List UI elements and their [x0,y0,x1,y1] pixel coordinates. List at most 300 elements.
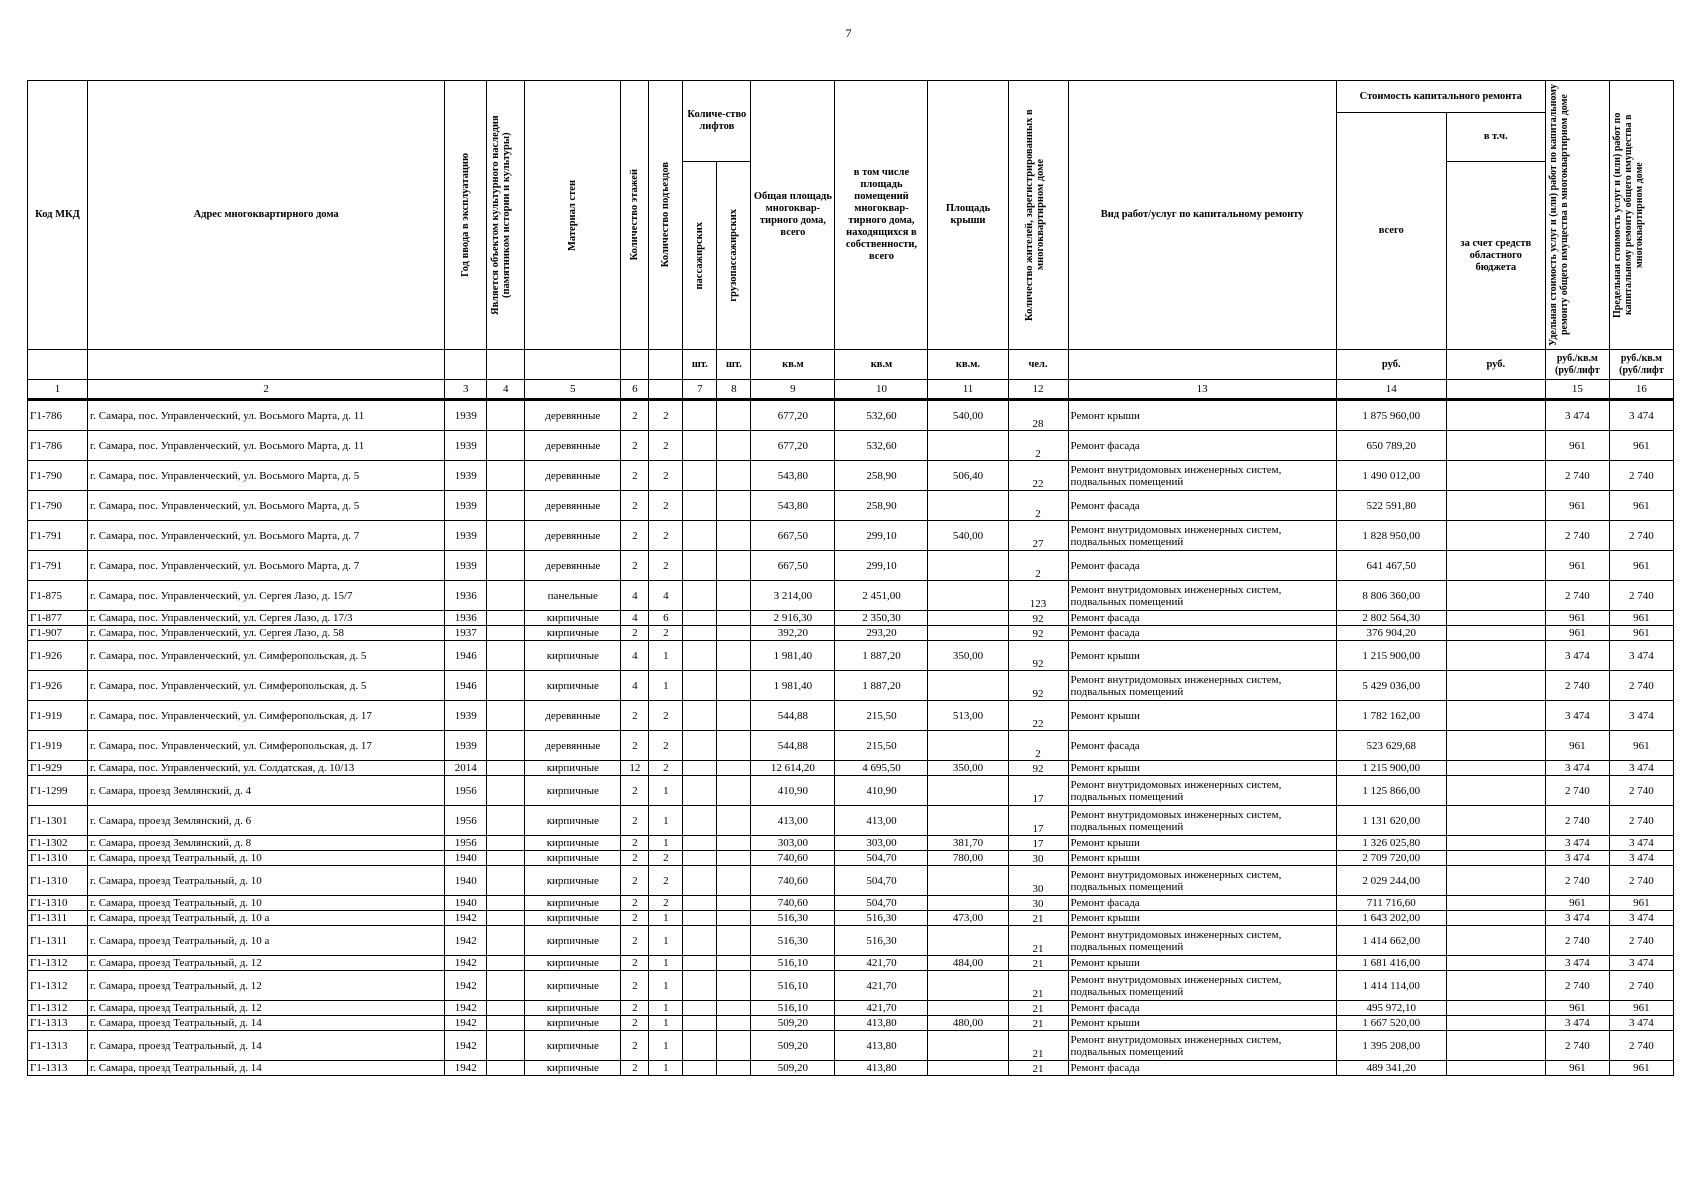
row-year: 1939 [445,461,487,491]
row-address: г. Самара, пос. Управленческий, ул. Солдатская, д. 10/13 [88,761,445,776]
row-floors: 2 [621,836,649,851]
row-entrances: 2 [649,851,683,866]
table-row [28,896,1674,911]
row-area-total: 544,88 [751,731,835,761]
row-lifts-cargo [717,1061,751,1076]
row-entrances: 1 [649,776,683,806]
row-floors: 12 [621,761,649,776]
row-lifts-pass [683,896,717,911]
row-address: г. Самара, пос. Управленческий, ул. Восьмого Марта, д. 11 [88,400,445,431]
unit-sht: шт. [683,350,717,380]
row-floors: 2 [621,431,649,461]
row-unit-cost: 3 474 [1545,956,1609,971]
row-lifts-cargo [717,731,751,761]
row-lifts-pass [683,776,717,806]
row-entrances: 1 [649,911,683,926]
row-max-cost: 961 [1609,491,1673,521]
row-area-total: 509,20 [751,1031,835,1061]
row-area-owned: 516,30 [835,911,928,926]
row-residents: 92 [1008,761,1068,776]
row-area-total: 740,60 [751,896,835,911]
row-max-cost: 3 474 [1609,1016,1673,1031]
row-cost-region [1446,956,1545,971]
row-floors: 2 [621,626,649,641]
row-cost-region [1446,431,1545,461]
row-floors: 2 [621,926,649,956]
row-lifts-cargo [717,761,751,776]
row-entrances: 2 [649,400,683,431]
row-roof-area: 506,40 [928,461,1008,491]
row-year: 1939 [445,551,487,581]
table-row [28,671,1674,701]
row-address: г. Самара, проезд Театральный, д. 10 [88,866,445,896]
row-heritage [487,431,525,461]
row-floors: 2 [621,491,649,521]
row-lifts-cargo [717,911,751,926]
header-lifts-pass: пассажирских [683,162,717,350]
row-residents: 28 [1008,400,1068,431]
row-entrances: 2 [649,866,683,896]
row-entrances: 1 [649,971,683,1001]
row-max-cost: 2 740 [1609,1031,1673,1061]
row-roof-area [928,581,1008,611]
table-row [28,1001,1674,1016]
row-max-cost: 2 740 [1609,971,1673,1001]
row-floors: 2 [621,1001,649,1016]
row-year: 1942 [445,971,487,1001]
row-floors: 2 [621,1031,649,1061]
row-material: кирпичные [525,641,621,671]
row-kod: Г1-786 [28,431,88,461]
row-kod: Г1-926 [28,641,88,671]
row-lifts-pass [683,400,717,431]
row-year: 1946 [445,641,487,671]
row-material: деревянные [525,521,621,551]
row-max-cost: 2 740 [1609,671,1673,701]
row-heritage [487,551,525,581]
row-entrances: 2 [649,626,683,641]
row-area-total: 516,30 [751,926,835,956]
row-residents: 92 [1008,626,1068,641]
row-address: г. Самара, проезд Театральный, д. 14 [88,1031,445,1061]
row-roof-area: 780,00 [928,851,1008,866]
row-year: 1942 [445,911,487,926]
row-residents: 17 [1008,806,1068,836]
row-area-total: 516,10 [751,956,835,971]
row-area-total: 3 214,00 [751,581,835,611]
row-work-type: Ремонт внутридомовых инженерных систем, подвальных помещений [1068,581,1336,611]
row-lifts-pass [683,1031,717,1061]
table-row [28,806,1674,836]
row-floors: 2 [621,851,649,866]
row-floors: 2 [621,866,649,896]
row-unit-cost: 2 740 [1545,521,1609,551]
row-address: г. Самара, пос. Управленческий, ул. Восьмого Марта, д. 7 [88,551,445,581]
table-row [28,851,1674,866]
row-cost-total: 2 029 244,00 [1336,866,1446,896]
row-residents: 30 [1008,866,1068,896]
row-address: г. Самара, проезд Землянский, д. 4 [88,776,445,806]
row-residents: 21 [1008,1031,1068,1061]
row-unit-cost: 3 474 [1545,701,1609,731]
capital-repair-table [27,80,1674,1076]
row-residents: 2 [1008,431,1068,461]
row-area-owned: 1 887,20 [835,641,928,671]
row-heritage [487,896,525,911]
row-address: г. Самара, пос. Управленческий, ул. Восьмого Марта, д. 7 [88,521,445,551]
row-kod: Г1-790 [28,461,88,491]
header-residents: Количество жителей, зарегистрированных в многоквартирном доме [1008,81,1068,350]
table-row [28,956,1674,971]
row-area-owned: 421,70 [835,956,928,971]
row-cost-total: 1 215 900,00 [1336,641,1446,671]
row-roof-area [928,611,1008,626]
row-cost-region [1446,641,1545,671]
row-area-total: 410,90 [751,776,835,806]
row-work-type: Ремонт крыши [1068,400,1336,431]
row-roof-area [928,551,1008,581]
row-area-total: 516,30 [751,911,835,926]
row-year: 1946 [445,671,487,701]
row-cost-total: 1 681 416,00 [1336,956,1446,971]
row-max-cost: 2 740 [1609,806,1673,836]
row-lifts-pass [683,971,717,1001]
row-work-type: Ремонт крыши [1068,851,1336,866]
row-cost-region [1446,731,1545,761]
row-area-total: 392,20 [751,626,835,641]
row-material: панельные [525,581,621,611]
row-address: г. Самара, проезд Землянский, д. 8 [88,836,445,851]
row-cost-total: 1 215 900,00 [1336,761,1446,776]
row-lifts-cargo [717,776,751,806]
table-row [28,626,1674,641]
row-lifts-pass [683,551,717,581]
row-work-type: Ремонт фасада [1068,491,1336,521]
row-cost-region [1446,701,1545,731]
row-lifts-pass [683,641,717,671]
table-row [28,461,1674,491]
row-material: деревянные [525,551,621,581]
row-entrances: 2 [649,431,683,461]
row-year: 1939 [445,521,487,551]
row-address: г. Самара, проезд Землянский, д. 6 [88,806,445,836]
row-kod: Г1-929 [28,761,88,776]
row-cost-total: 1 782 162,00 [1336,701,1446,731]
row-unit-cost: 961 [1545,611,1609,626]
row-cost-region [1446,1001,1545,1016]
row-heritage [487,400,525,431]
column-number-row: 1 2 3 4 5 6 7 8 9 10 11 12 13 14 15 16 [28,380,1674,400]
row-material: кирпичные [525,926,621,956]
row-max-cost: 961 [1609,431,1673,461]
row-kod: Г1-1312 [28,1001,88,1016]
row-heritage [487,926,525,956]
row-area-total: 544,88 [751,701,835,731]
row-cost-region [1446,1031,1545,1061]
row-kod: Г1-877 [28,611,88,626]
row-residents: 27 [1008,521,1068,551]
row-area-total: 543,80 [751,461,835,491]
row-roof-area [928,626,1008,641]
row-cost-total: 5 429 036,00 [1336,671,1446,701]
row-heritage [487,956,525,971]
row-roof-area: 381,70 [928,836,1008,851]
row-entrances: 1 [649,926,683,956]
row-unit-cost: 3 474 [1545,641,1609,671]
row-area-owned: 215,50 [835,731,928,761]
row-year: 1940 [445,866,487,896]
row-area-owned: 293,20 [835,626,928,641]
row-heritage [487,671,525,701]
row-area-owned: 413,80 [835,1031,928,1061]
row-year: 1939 [445,701,487,731]
row-cost-total: 1 828 950,00 [1336,521,1446,551]
row-unit-cost: 961 [1545,731,1609,761]
row-heritage [487,806,525,836]
row-cost-region [1446,851,1545,866]
row-kod: Г1-1312 [28,956,88,971]
row-material: кирпичные [525,1031,621,1061]
row-roof-area [928,671,1008,701]
row-residents: 30 [1008,851,1068,866]
row-max-cost: 2 740 [1609,581,1673,611]
row-residents: 30 [1008,896,1068,911]
row-roof-area: 513,00 [928,701,1008,731]
row-lifts-cargo [717,866,751,896]
row-area-total: 677,20 [751,400,835,431]
row-lifts-cargo [717,671,751,701]
unit-rub-per-m2: руб./кв.м (руб/лифт [1545,350,1609,380]
table-row [28,491,1674,521]
row-heritage [487,461,525,491]
row-heritage [487,761,525,776]
row-area-owned: 421,70 [835,1001,928,1016]
row-year: 1936 [445,581,487,611]
row-address: г. Самара, пос. Управленческий, ул. Симферопольская, д. 17 [88,731,445,761]
row-cost-region [1446,911,1545,926]
row-work-type: Ремонт крыши [1068,641,1336,671]
row-year: 1956 [445,776,487,806]
row-material: кирпичные [525,1016,621,1031]
row-material: кирпичные [525,911,621,926]
row-entrances: 2 [649,491,683,521]
row-heritage [487,701,525,731]
row-heritage [487,866,525,896]
row-roof-area: 350,00 [928,761,1008,776]
row-kod: Г1-907 [28,626,88,641]
row-kod: Г1-1310 [28,851,88,866]
row-floors: 4 [621,671,649,701]
row-cost-total: 1 326 025,80 [1336,836,1446,851]
row-area-total: 1 981,40 [751,671,835,701]
unit-rub: руб. [1336,350,1446,380]
row-entrances: 1 [649,641,683,671]
row-lifts-pass [683,431,717,461]
row-unit-cost: 2 740 [1545,926,1609,956]
row-unit-cost: 2 740 [1545,461,1609,491]
row-material: деревянные [525,731,621,761]
row-address: г. Самара, пос. Управленческий, ул. Симферопольская, д. 5 [88,671,445,701]
row-address: г. Самара, пос. Управленческий, ул. Сергея Лазо, д. 58 [88,626,445,641]
row-residents: 123 [1008,581,1068,611]
row-area-owned: 2 451,00 [835,581,928,611]
row-roof-area [928,971,1008,1001]
row-area-total: 2 916,30 [751,611,835,626]
row-floors: 2 [621,1016,649,1031]
page-number: 7 [845,26,852,40]
row-material: деревянные [525,701,621,731]
row-residents: 21 [1008,1001,1068,1016]
row-kod: Г1-1301 [28,806,88,836]
table-row [28,581,1674,611]
row-max-cost: 2 740 [1609,521,1673,551]
row-entrances: 1 [649,1016,683,1031]
row-year: 1956 [445,836,487,851]
row-cost-region [1446,611,1545,626]
row-area-owned: 413,80 [835,1061,928,1076]
row-address: г. Самара, пос. Управленческий, ул. Восьмого Марта, д. 5 [88,491,445,521]
row-area-owned: 413,80 [835,1016,928,1031]
row-kod: Г1-790 [28,491,88,521]
row-unit-cost: 2 740 [1545,971,1609,1001]
table-row [28,701,1674,731]
row-unit-cost: 2 740 [1545,671,1609,701]
row-floors: 2 [621,776,649,806]
row-floors: 2 [621,806,649,836]
row-kod: Г1-1313 [28,1031,88,1061]
row-material: деревянные [525,491,621,521]
row-area-owned: 516,30 [835,926,928,956]
row-address: г. Самара, проезд Театральный, д. 12 [88,956,445,971]
row-year: 1939 [445,491,487,521]
row-kod: Г1-1310 [28,866,88,896]
row-work-type: Ремонт крыши [1068,836,1336,851]
row-unit-cost: 961 [1545,896,1609,911]
header-cost-total: всего [1336,113,1446,350]
row-heritage [487,971,525,1001]
row-lifts-pass [683,491,717,521]
row-unit-cost: 2 740 [1545,581,1609,611]
row-work-type: Ремонт фасада [1068,626,1336,641]
row-material: кирпичные [525,806,621,836]
row-lifts-pass [683,926,717,956]
row-unit-cost: 961 [1545,551,1609,581]
row-cost-region [1446,806,1545,836]
header-lifts: Количе-ство лифтов [683,81,751,162]
row-residents: 2 [1008,551,1068,581]
row-unit-cost: 3 474 [1545,1016,1609,1031]
row-lifts-cargo [717,551,751,581]
table-row [28,926,1674,956]
row-kod: Г1-926 [28,671,88,701]
row-year: 1939 [445,400,487,431]
row-cost-total: 1 643 202,00 [1336,911,1446,926]
row-area-owned: 258,90 [835,491,928,521]
header-material: Материал стен [525,81,621,350]
row-kod: Г1-1313 [28,1016,88,1031]
row-cost-region [1446,551,1545,581]
row-material: кирпичные [525,626,621,641]
row-year: 1940 [445,851,487,866]
row-cost-total: 1 875 960,00 [1336,400,1446,431]
row-heritage [487,581,525,611]
row-kod: Г1-919 [28,701,88,731]
row-area-owned: 2 350,30 [835,611,928,626]
row-entrances: 6 [649,611,683,626]
row-year: 1942 [445,1016,487,1031]
row-year: 1942 [445,1001,487,1016]
row-roof-area [928,806,1008,836]
row-area-owned: 1 887,20 [835,671,928,701]
header-roof-area: Площадь крыши [928,81,1008,350]
row-work-type: Ремонт фасада [1068,896,1336,911]
row-unit-cost: 2 740 [1545,776,1609,806]
row-kod: Г1-1311 [28,926,88,956]
row-residents: 92 [1008,641,1068,671]
row-entrances: 1 [649,806,683,836]
row-kod: Г1-919 [28,731,88,761]
row-lifts-cargo [717,1031,751,1061]
row-lifts-cargo [717,836,751,851]
row-max-cost: 961 [1609,626,1673,641]
row-lifts-pass [683,1016,717,1031]
row-heritage [487,521,525,551]
row-lifts-cargo [717,896,751,911]
row-area-total: 516,10 [751,1001,835,1016]
row-lifts-pass [683,581,717,611]
row-year: 1942 [445,1031,487,1061]
row-lifts-pass [683,521,717,551]
row-residents: 21 [1008,971,1068,1001]
row-material: кирпичные [525,1061,621,1076]
row-residents: 21 [1008,926,1068,956]
row-work-type: Ремонт крыши [1068,701,1336,731]
header-lifts-cargo: грузопассажирских [717,162,751,350]
row-work-type: Ремонт внутридомовых инженерных систем, подвальных помещений [1068,806,1336,836]
row-floors: 2 [621,911,649,926]
row-lifts-pass [683,806,717,836]
row-area-owned: 303,00 [835,836,928,851]
row-area-total: 303,00 [751,836,835,851]
row-max-cost: 3 474 [1609,400,1673,431]
row-max-cost: 3 474 [1609,701,1673,731]
row-area-total: 667,50 [751,521,835,551]
row-lifts-pass [683,911,717,926]
header-floors: Количество этажей [621,81,649,350]
row-lifts-pass [683,1061,717,1076]
row-max-cost: 961 [1609,896,1673,911]
row-area-owned: 421,70 [835,971,928,1001]
row-floors: 2 [621,971,649,1001]
header-heritage: Является объектом культурного наследия (памятником истории и культуры) [487,81,525,350]
row-lifts-pass [683,611,717,626]
row-floors: 2 [621,731,649,761]
header-cost-group: Стоимость капитального ремонта [1336,81,1545,113]
table-row [28,1061,1674,1076]
row-cost-total: 495 972,10 [1336,1001,1446,1016]
row-address: г. Самара, проезд Театральный, д. 10 а [88,926,445,956]
row-max-cost: 3 474 [1609,641,1673,671]
row-max-cost: 3 474 [1609,911,1673,926]
row-area-total: 12 614,20 [751,761,835,776]
row-heritage [487,1001,525,1016]
row-work-type: Ремонт внутридомовых инженерных систем, подвальных помещений [1068,1031,1336,1061]
row-cost-region [1446,1061,1545,1076]
row-cost-total: 1 395 208,00 [1336,1031,1446,1061]
row-year: 1942 [445,926,487,956]
row-year: 1939 [445,731,487,761]
row-max-cost: 961 [1609,1001,1673,1016]
